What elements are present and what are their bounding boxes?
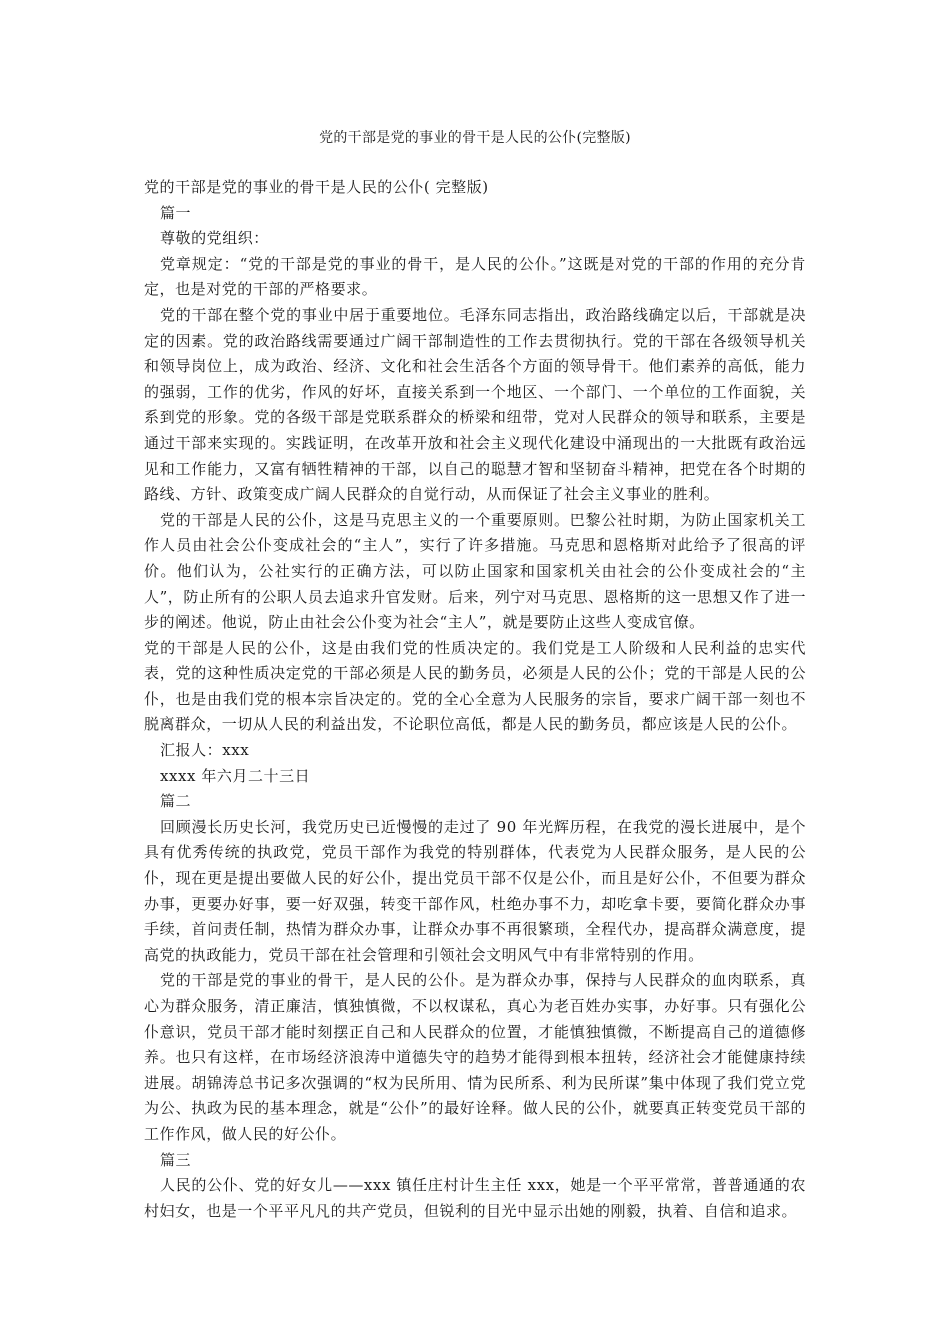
paragraph: 党的干部在整个党的事业中居于重要地位。毛泽东同志指出，政治路线确定以后，干部就是决定的因素。党的政治路线需要通过广阔干部制造性的工作去贯彻执行。党的干部在各级领导机关和领导岗位上，成为政治、经济、文化和社会生活各个方面的领导骨干。他们素养的高低，能力的强弱，工作的优劣，作风的好坏，直接关系到一个地区、一个部门、一个单位的工作面貌，关系到党的形象。党的各级干部是党联系群众的桥梁和纽带，党对人民群众的领导和联系，主要是通过干部来实现的。实践证明，在改革开放和社会主义现代化建设中涌现出的一大批既有政治远见和工作能力，又富有牺牲精神的干部，以自己的聪慧才智和坚韧奋斗精神，把党在各个时期的路线、方针、政策变成广阔人民群众的自觉行动，从而保证了社会主义事业的胜利。 [144, 305, 806, 504]
section-heading-1: 篇一 [160, 203, 192, 222]
paragraph: 回顾漫长历史长河，我党历史已近慢慢的走过了 90 年光辉历程，在我党的漫长进展中，是个具有优秀传统的执政党，党员干部作为我党的特别群体，代表党为人民群众服务，是人民的公仆，现在更是提出要做人民的好公仆，提出党员干部不仅是公仆，而且是好公仆，不但要为群众办事，更要办好事，要一好双强，转变干部作风，杜绝办事不力，却吃拿卡要，要简化群众办事手续，首问责任制，热情为群众办事，让群众办事不再很繁琐，全程代办，提高群众满意度，提高党的执政能力，党员干部在社会管理和引领社会文明风气中有非常特别的作用。 [144, 817, 806, 964]
date-line: xxxx 年六月二十三日 [160, 766, 311, 785]
reporter-line: 汇报人：xxx [160, 741, 250, 760]
document-subtitle: 党的干部是党的事业的骨干是人民的公仆( 完整版) [144, 178, 489, 196]
paragraph: 党章规定：“党的干部是党的事业的骨干，是人民的公仆。”这既是对党的干部的作用的充分肯定，也是对党的干部的严格要求。 [144, 254, 806, 299]
paragraph: 党的干部是党的事业的骨干，是人民的公仆。是为群众办事，保持与人民群众的血肉联系，真心为群众服务，清正廉洁，慎独慎微，不以权谋私，真心为老百姓办实事，办好事。只有强化公仆意识，党员干部才能时刻摆正自己和人民群众的位置，才能慎独慎微，不断提高自己的道德修养。也只有这样，在市场经济浪涛中道德失守的趋势才能得到根本扭转，经济社会才能健康持续进展。胡锦涛总书记多次强调的“权为民所用、情为民所系、利为民所谋”集中体现了我们党立党为公、执政为民的基本理念，就是“公仆”的最好诠释。做人民的公仆，就要真正转变党员干部的工作作风，做人民的好公仆。 [144, 971, 806, 1143]
paragraph: 党的干部是人民的公仆，这是由我们党的性质决定的。我们党是工人阶级和人民利益的忠实代表，党的这种性质决定党的干部必须是人民的勤务员，必须是人民的公仆；党的干部是人民的公仆，也是由我们党的根本宗旨决定的。党的全心全意为人民服务的宗旨，要求广阔干部一刻也不脱离群众，一切从人民的利益出发，不论职位高低，都是人民的勤务员，都应该是人民的公仆。 [144, 638, 806, 734]
paragraph: 人民的公仆、党的好女儿——xxx 镇任庄村计生主任 xxx，她是一个平平常常，普普通通的农村妇女，也是一个平平凡凡的共产党员，但锐利的目光中显示出她的刚毅，执着、自信和追求。 [144, 1176, 806, 1220]
section-heading-3: 篇三 [160, 1150, 192, 1169]
salutation: 尊敬的党组织： [160, 229, 269, 248]
page-title: 党的干部是党的事业的骨干是人民的公仆(完整版) [319, 130, 631, 146]
paragraph: 党的干部是人民的公仆，这是马克思主义的一个重要原则。巴黎公社时期，为防止国家机关工作人员由社会公仆变成社会的“主人”，实行了许多措施。马克思和恩格斯对此给予了很高的评价。他们认为，公社实行的正确方法，可以防止国家和国家机关由社会的公仆变成社会的“主人”，防止所有的公职人员去追求升官发财。后来，列宁对马克思、恩格斯的这一思想又作了进一步的阐述。他说，防止由社会公仆变为社会“主人”，就是要防止这些人变成官僚。 [144, 510, 806, 632]
section-heading-2: 篇二 [160, 792, 192, 811]
document-body [144, 175, 806, 1224]
